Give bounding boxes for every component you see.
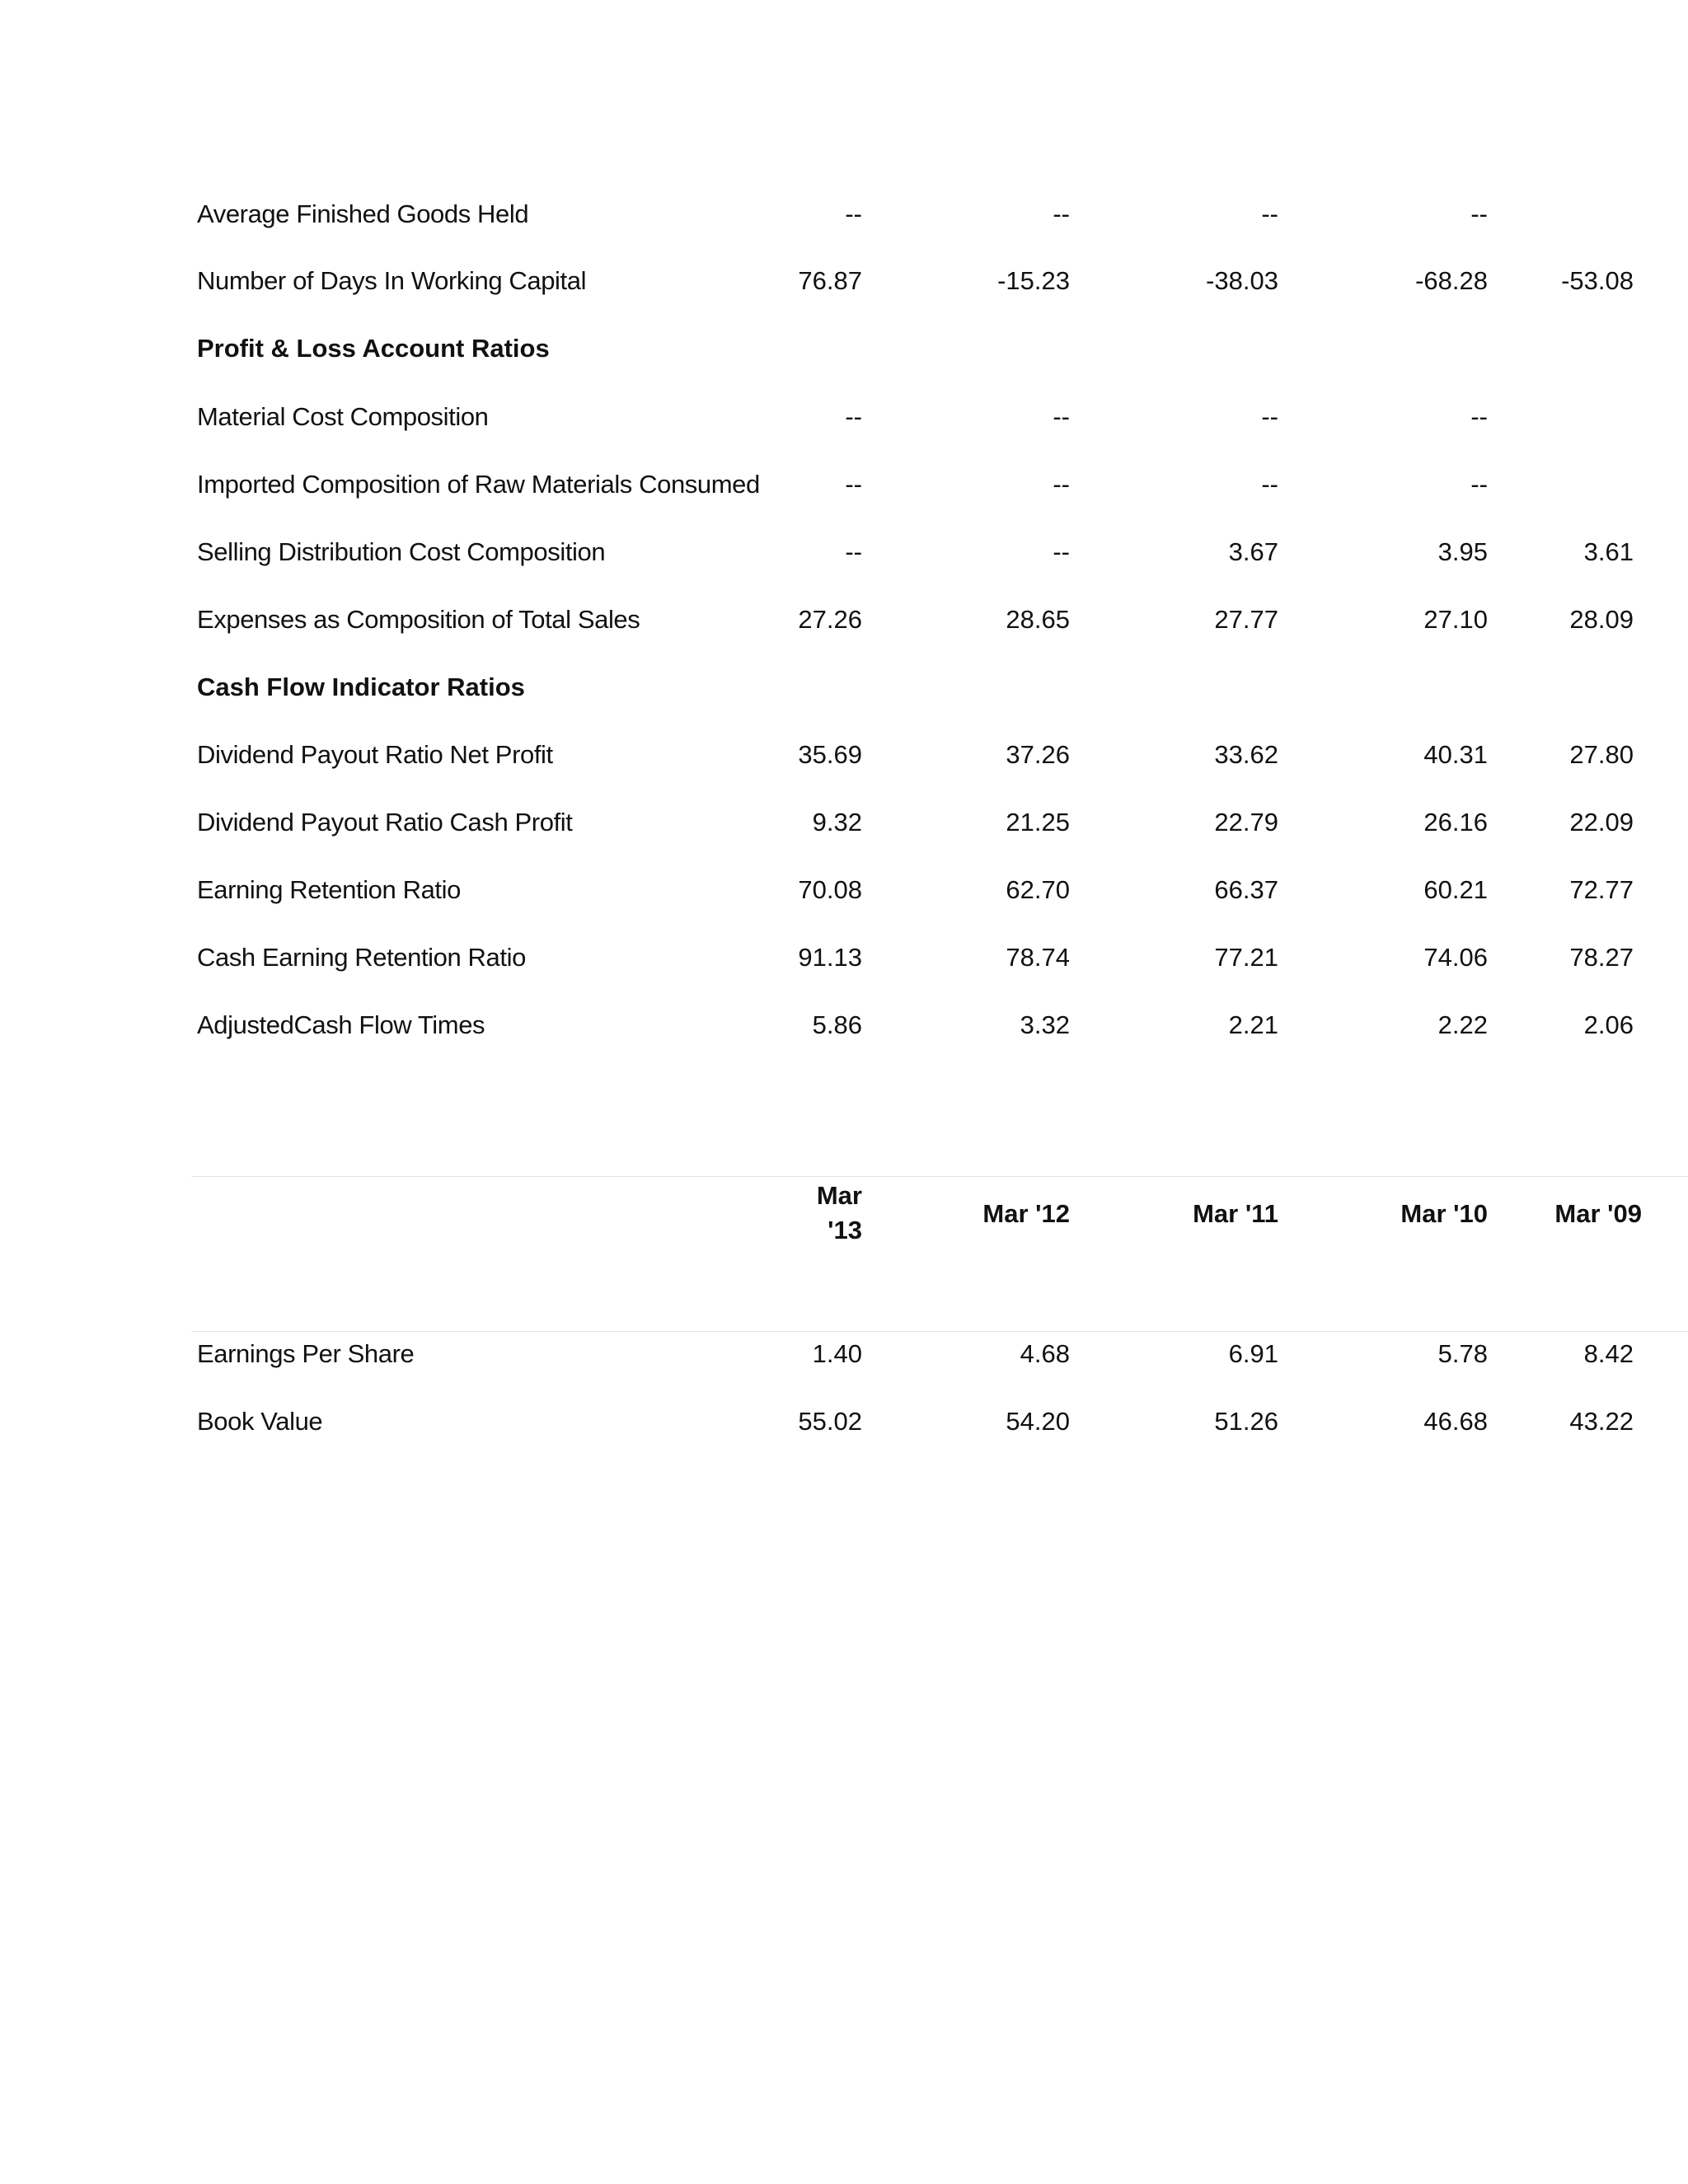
cell-mar-10: -- — [1470, 470, 1488, 499]
cell-mar-10: -68.28 — [1415, 266, 1488, 295]
cell-mar-12: 4.68 — [1020, 1339, 1070, 1368]
cell-mar-13: -- — [845, 402, 862, 431]
cell-mar-12: -- — [1053, 470, 1070, 499]
cell-mar-10: -- — [1470, 199, 1488, 228]
table-row — [0, 527, 1688, 577]
row-label: Material Cost Composition — [197, 402, 489, 431]
cell-mar-09: 22.09 — [1569, 808, 1634, 837]
cell-mar-11: 22.79 — [1214, 808, 1278, 837]
cell-mar-13: 1.40 — [812, 1339, 862, 1368]
section-heading: Cash Flow Indicator Ratios — [197, 673, 525, 701]
row-label: Cash Earning Retention Ratio — [197, 943, 526, 972]
row-label: AdjustedCash Flow Times — [197, 1010, 485, 1039]
cell-mar-12: -- — [1053, 402, 1070, 431]
column-header-mar-13 — [817, 1179, 862, 1248]
cell-mar-11: 66.37 — [1214, 875, 1278, 904]
section-heading-row — [0, 663, 1688, 712]
cell-mar-09: 72.77 — [1569, 875, 1634, 904]
cell-mar-11: -- — [1261, 402, 1278, 431]
cell-mar-12: 28.65 — [1006, 605, 1070, 634]
cell-mar-13: 9.32 — [812, 808, 862, 837]
column-header-mar-10: Mar '10 — [1400, 1199, 1488, 1228]
cell-mar-10: 3.95 — [1437, 537, 1488, 566]
cell-mar-11: 2.21 — [1228, 1010, 1278, 1039]
cell-mar-13: 76.87 — [798, 266, 862, 295]
cell-mar-12: 3.32 — [1020, 1010, 1070, 1039]
table-row — [0, 460, 1688, 509]
cell-mar-12: 37.26 — [1006, 740, 1070, 769]
section-heading: Profit & Loss Account Ratios — [197, 334, 550, 363]
cell-mar-11: -38.03 — [1206, 266, 1278, 295]
cell-mar-12: -- — [1053, 537, 1070, 566]
cell-mar-12: 78.74 — [1006, 943, 1070, 972]
cell-mar-09: -53.08 — [1561, 266, 1634, 295]
table-row — [0, 1001, 1688, 1050]
cell-mar-13: 5.86 — [812, 1010, 862, 1039]
cell-mar-13: 91.13 — [798, 943, 862, 972]
row-label: Expenses as Composition of Total Sales — [197, 605, 640, 634]
cell-mar-10: 74.06 — [1423, 943, 1488, 972]
section-heading-row — [0, 324, 1688, 373]
column-header-line: Mar — [816, 1181, 862, 1210]
cell-mar-11: 6.91 — [1228, 1339, 1278, 1368]
table-row — [0, 256, 1688, 306]
cell-mar-09: 8.42 — [1583, 1339, 1634, 1368]
cell-mar-09: 43.22 — [1569, 1407, 1634, 1436]
column-header-line: '13 — [828, 1216, 862, 1244]
cell-mar-11: 3.67 — [1228, 537, 1278, 566]
cell-mar-13: 35.69 — [798, 740, 862, 769]
cell-mar-13: -- — [845, 470, 862, 499]
cell-mar-10: 26.16 — [1423, 808, 1488, 837]
table-row — [0, 730, 1688, 780]
column-header-mar-11: Mar '11 — [1193, 1199, 1278, 1228]
cell-mar-10: 46.68 — [1423, 1407, 1488, 1436]
cell-mar-11: 33.62 — [1214, 740, 1278, 769]
row-label: Selling Distribution Cost Composition — [197, 537, 606, 566]
cell-mar-10: 5.78 — [1437, 1339, 1488, 1368]
cell-mar-09: 2.06 — [1583, 1010, 1634, 1039]
cell-mar-10: -- — [1470, 402, 1488, 431]
cell-mar-11: -- — [1261, 470, 1278, 499]
cell-mar-13: 55.02 — [798, 1407, 862, 1436]
table-row — [0, 933, 1688, 982]
cell-mar-13: -- — [845, 199, 862, 228]
cell-mar-12: 62.70 — [1006, 875, 1070, 904]
column-header-mar-12: Mar '12 — [982, 1199, 1070, 1228]
header-top-rule — [191, 1176, 1688, 1177]
table-row — [0, 392, 1688, 442]
table-row — [0, 1329, 1688, 1379]
row-label: Earnings Per Share — [197, 1339, 415, 1368]
row-label: Imported Composition of Raw Materials Consumed — [197, 470, 760, 499]
row-label: Dividend Payout Ratio Cash Profit — [197, 808, 573, 837]
table-row — [0, 190, 1688, 239]
cell-mar-10: 40.31 — [1423, 740, 1488, 769]
cell-mar-12: 54.20 — [1006, 1407, 1070, 1436]
cell-mar-10: 60.21 — [1423, 875, 1488, 904]
cell-mar-13: 27.26 — [798, 605, 862, 634]
cell-mar-11: -- — [1261, 199, 1278, 228]
column-header-mar-09: Mar '09 — [1554, 1199, 1642, 1228]
row-label: Dividend Payout Ratio Net Profit — [197, 740, 553, 769]
row-label: Number of Days In Working Capital — [197, 266, 587, 295]
cell-mar-09: 27.80 — [1569, 740, 1634, 769]
cell-mar-09: 28.09 — [1569, 605, 1634, 634]
cell-mar-10: 27.10 — [1423, 605, 1488, 634]
cell-mar-12: 21.25 — [1006, 808, 1070, 837]
cell-mar-12: -15.23 — [997, 266, 1070, 295]
cell-mar-09: 78.27 — [1569, 943, 1634, 972]
row-label: Earning Retention Ratio — [197, 875, 461, 904]
cell-mar-11: 51.26 — [1214, 1407, 1278, 1436]
table-row — [0, 798, 1688, 847]
cell-mar-13: -- — [845, 537, 862, 566]
cell-mar-11: 27.77 — [1214, 605, 1278, 634]
table-row — [0, 865, 1688, 915]
cell-mar-13: 70.08 — [798, 875, 862, 904]
row-label: Book Value — [197, 1407, 323, 1436]
cell-mar-11: 77.21 — [1214, 943, 1278, 972]
table-row — [0, 1397, 1688, 1446]
table-row — [0, 595, 1688, 644]
cell-mar-10: 2.22 — [1437, 1010, 1488, 1039]
row-label: Average Finished Goods Held — [197, 199, 529, 228]
cell-mar-12: -- — [1053, 199, 1070, 228]
cell-mar-09: 3.61 — [1583, 537, 1634, 566]
